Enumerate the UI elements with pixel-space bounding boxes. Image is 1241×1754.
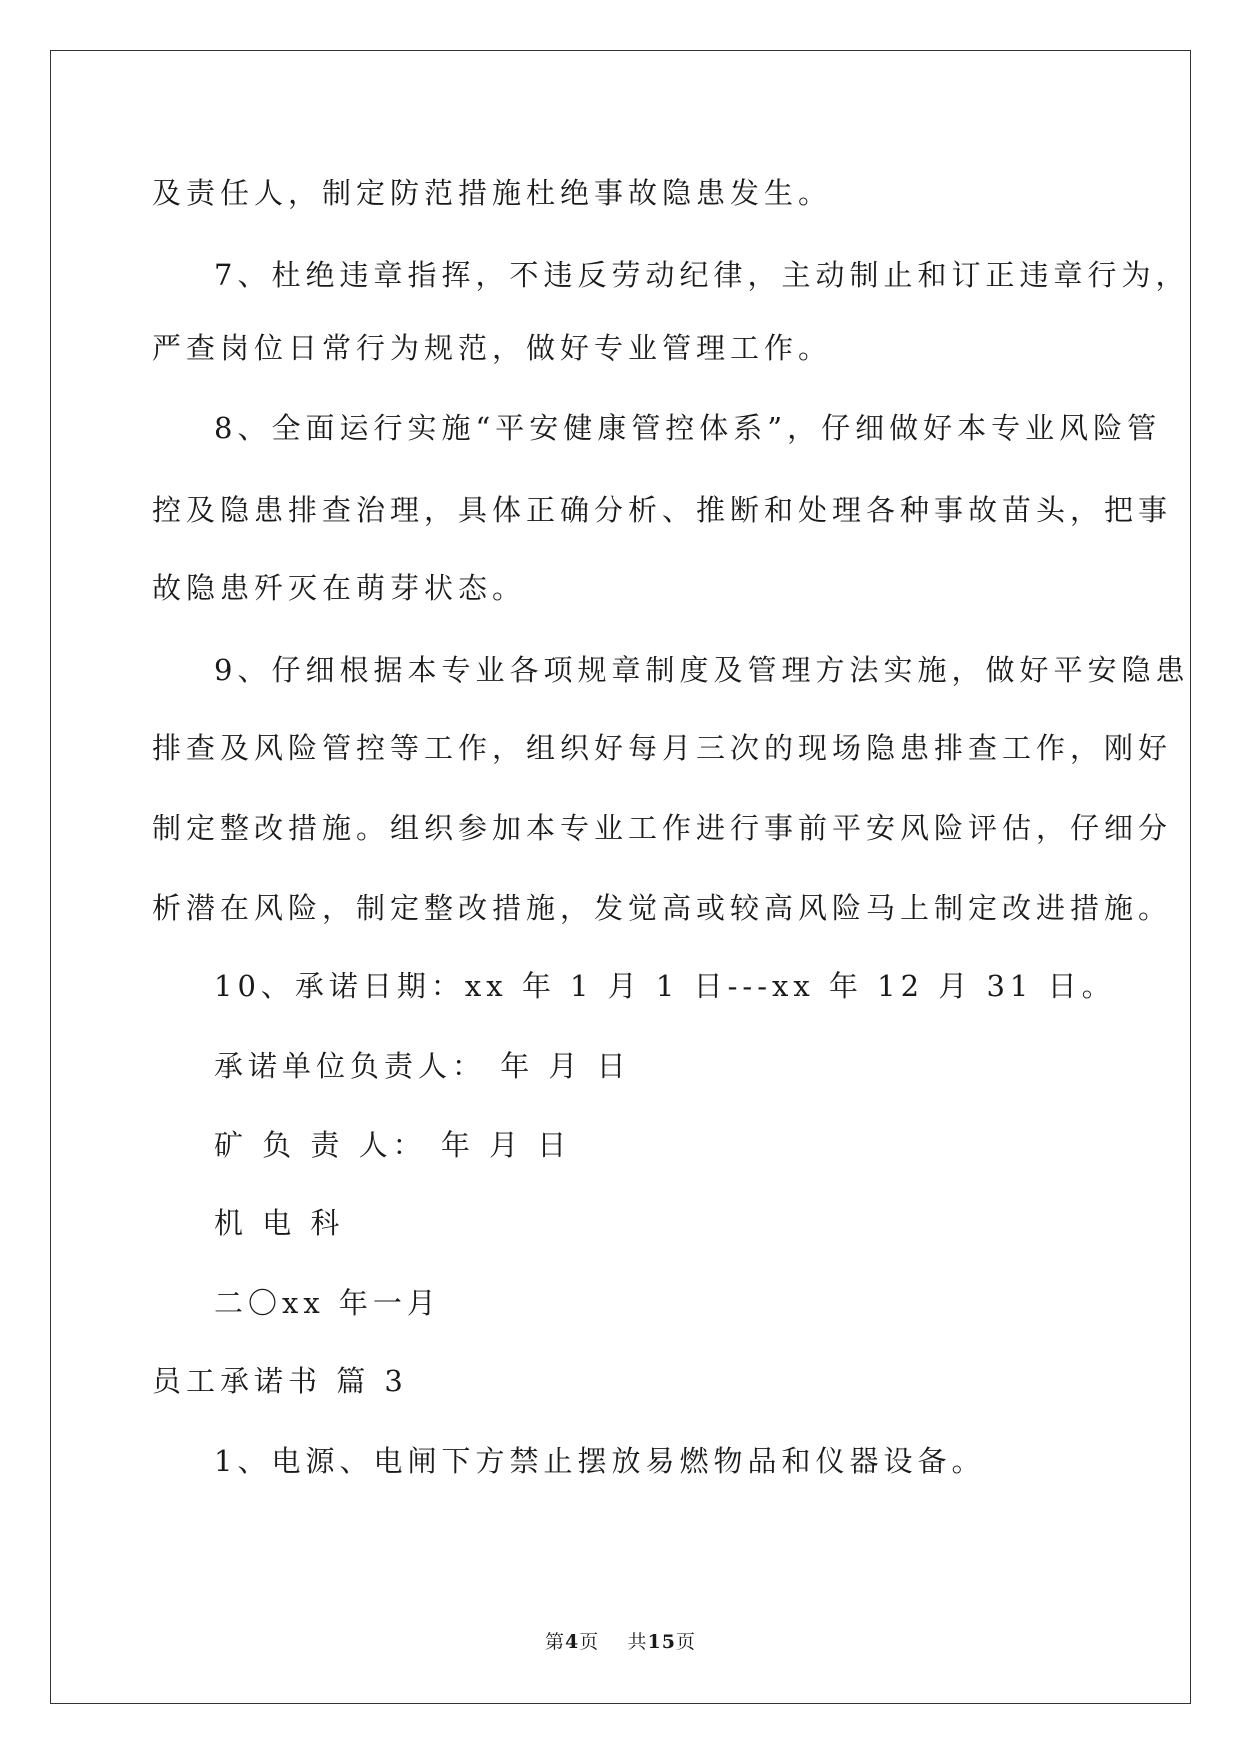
signature-line: 矿 负 责 人： 年 月 日 — [214, 1128, 572, 1162]
footer-page-suffix: 页 — [579, 1631, 600, 1653]
body-line: 及责任人，制定防范措施杜绝事故隐患发生。 — [152, 176, 833, 210]
page-footer — [0, 1630, 1241, 1654]
body-line: 1、电源、电闸下方禁止摆放易燃物品和仪器设备。 — [214, 1444, 986, 1478]
body-line: 8、全面运行实施“平安健康管控体系”，仔细做好本专业风险管 — [214, 411, 1162, 445]
body-line: 制定整改措施。组织参加本专业工作进行事前平安风险评估，仔细分 — [152, 811, 1173, 845]
footer-total-prefix: 共 — [627, 1631, 648, 1653]
body-line: 严查岗位日常行为规范，做好专业管理工作。 — [152, 331, 833, 365]
body-line: 排查及风险管控等工作，组织好每月三次的现场隐患排查工作，刚好 — [152, 731, 1173, 765]
body-line: 9、仔细根据本专业各项规章制度及管理方法实施，做好平安隐患 — [214, 653, 1190, 687]
signature-line: 承诺单位负责人： 年 月 日 — [214, 1049, 631, 1083]
footer-prefix: 第 — [545, 1631, 566, 1653]
body-line: 7、杜绝违章指挥，不违反劳动纪律，主动制止和订正违章行为， — [214, 258, 1190, 292]
footer-total-pages: 15 — [647, 1631, 676, 1653]
body-line: 10、承诺日期：xx 年 1 月 1 日---xx 年 12 月 31 日。 — [214, 969, 1116, 1003]
section-heading: 员工承诺书 篇 3 — [152, 1364, 408, 1398]
date-line: 二〇xx 年一月 — [214, 1286, 441, 1320]
body-line: 故隐患歼灭在萌芽状态。 — [152, 571, 527, 605]
footer-page-number: 4 — [565, 1631, 580, 1653]
body-line: 控及隐患排查治理，具体正确分析、推断和处理各种事故苗头，把事 — [152, 493, 1173, 527]
body-line: 析潜在风险，制定整改措施，发觉高或较高风险马上制定改进措施。 — [152, 891, 1173, 925]
department-line: 机 电 科 — [214, 1206, 345, 1240]
footer-total-suffix: 页 — [675, 1631, 696, 1653]
